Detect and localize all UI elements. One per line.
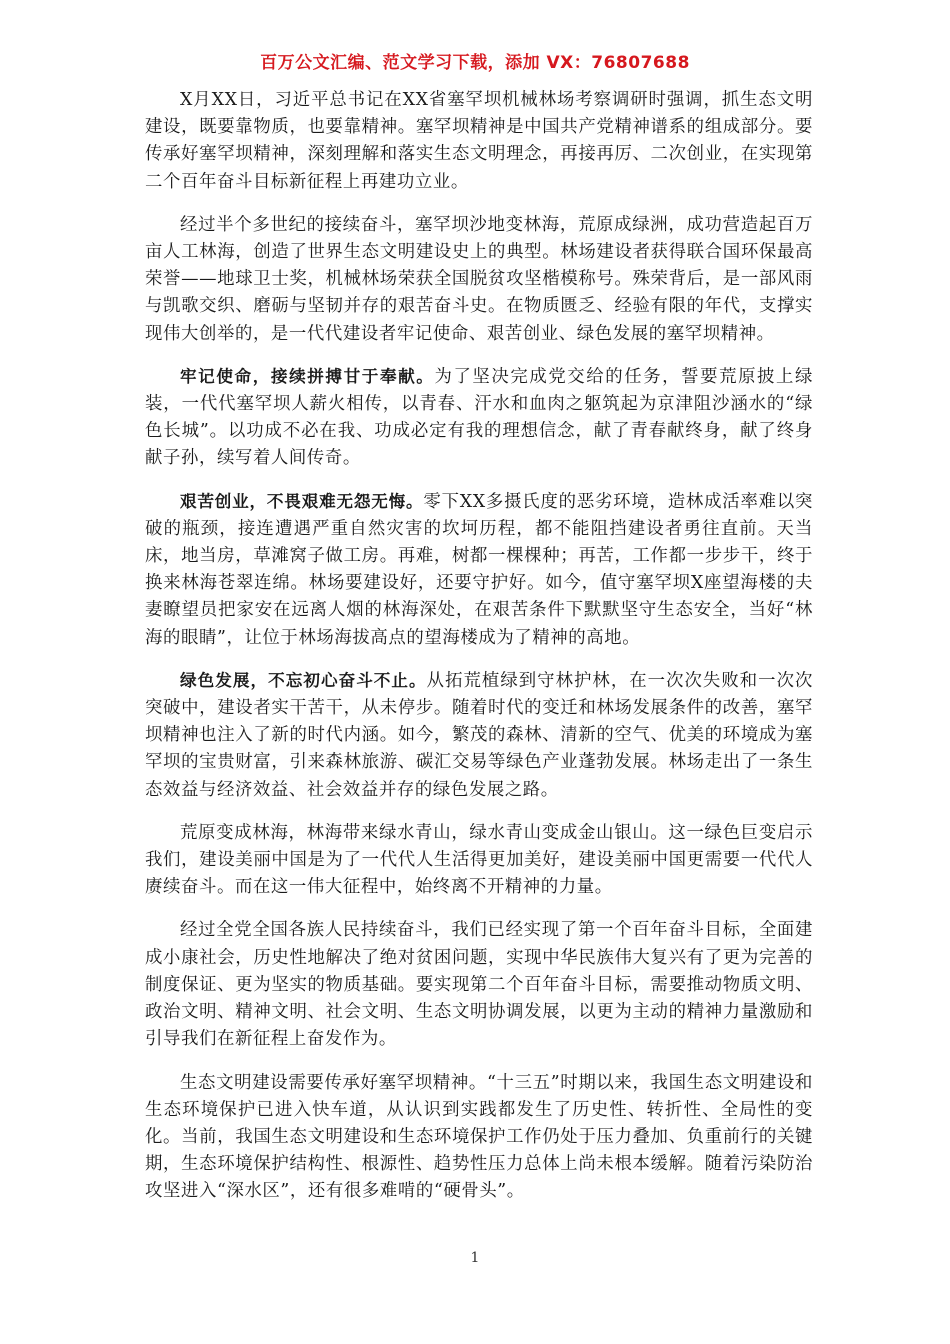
paragraph-text: 经过半个多世纪的接续奋斗，塞罕坝沙地变林海，荒原成绿洲，成功营造起百万亩人工林海，创造了世界生态文明建设史上的典型。林场建设者获得联合国环保最高荣誉——地球卫士奖，机械林场荣获全国脱贫攻坚楷模称号。殊荣背后，是一部风雨与凯歌交织、磨砺与坚韧并存的艰苦奋斗史。在物质匮乏、经验有限的年代，支撑实现伟大创举的，是一代代建设者牢记使命、艰苦创业、绿色发展的塞罕坝精神。 — [145, 214, 813, 344]
document-body — [145, 86, 813, 1221]
paragraph-text: X月XX日，习近平总书记在XX省塞罕坝机械林场考察调研时强调，抓生态文明建设，既要靠物质，也要靠精神。塞罕坝精神是中国共产党精神谱系的组成部分。要传承好塞罕坝精神，深刻理解和落实生态文明理念，再接再厉、二次创业，在实现第二个百年奋斗目标新征程上再建功立业。 — [145, 90, 813, 192]
paragraph-text: 生态文明建设需要传承好塞罕坝精神。“十三五”时期以来，我国生态文明建设和生态环境保护已进入快车道，从认识到实践都发生了历史性、转折性、全局性的变化。当前，我国生态文明建设和生态环境保护工作仍处于压力叠加、负重前行的关键期，生态环境保护结构性、根源性、趋势性压力总体上尚未根本缓解。随着污染防治攻坚进入“深水区”，还有很多难啃的“硬骨头”。 — [145, 1072, 813, 1202]
paragraph-text: 从拓荒植绿到守林护林，在一次次失败和一次次突破中，建设者实干苦干，从未停步。随着时代的变迁和林场发展条件的改善，塞罕坝精神也注入了新的时代内涵。如今，繁茂的森林、清新的空气、优美的环境成为塞罕坝的宝贵财富，引来森林旅游、碳汇交易等绿色产业蓬勃发展。林场走出了一条生态效益与经济效益、社会效益并存的绿色发展之路。 — [145, 670, 813, 800]
paragraph — [145, 819, 813, 902]
paragraph — [145, 916, 813, 1053]
paragraph-text: 经过全党全国各族人民持续奋斗，我们已经实现了第一个百年奋斗目标，全面建成小康社会，历史性地解决了绝对贫困问题，实现中华民族伟大复兴有了更为完善的制度保证、更为坚实的物质基础。要实现第二个百年奋斗目标，需要推动物质文明、政治文明、精神文明、社会文明、生态文明协调发展，以更为主动的精神力量激励和引导我们在新征程上奋发作为。 — [145, 920, 813, 1050]
paragraph-text: 荒原变成林海，林海带来绿水青山，绿水青山变成金山银山。这一绿色巨变启示我们，建设美丽中国是为了一代代人生活得更加美好，建设美丽中国更需要一代代人赓续奋斗。而在这一伟大征程中，始终离不开精神的力量。 — [145, 822, 813, 898]
paragraph-lead: 艰苦创业，不畏艰难无怨无悔。 — [180, 491, 424, 511]
page-number: 1 — [470, 1250, 480, 1266]
paragraph-lead: 绿色发展，不忘初心奋斗不止。 — [180, 670, 427, 690]
paragraph-text: 为了坚决完成党交给的任务，誓要荒原披上绿装，一代代塞罕坝人薪火相传，以青春、汗水和血肉之躯筑起为京津阻沙涵水的“绿色长城”。以功成不必在我、功成必定有我的理想信念，献了青春献终身，献了终身献子孙，续写着人间传奇。 — [145, 366, 813, 469]
paragraph — [145, 363, 813, 473]
paragraph — [145, 1069, 813, 1206]
paragraph — [145, 86, 813, 196]
paragraph-text: 零下XX多摄氏度的恶劣环境，造林成活率难以突破的瓶颈，接连遭遇严重自然灾害的坎坷历程，都不能阻挡建设者勇往直前。天当床，地当房，草滩窝子做工房。再难，树都一棵棵种；再苦，工作都一步步干，终于换来林海苍翠连绵。林场要建设好，还要守护好。如今，值守塞罕坝X座望海楼的夫妻瞭望员把家安在远离人烟的林海深处，在艰苦条件下默默坚守生态安全，当好“林海的眼睛”，让位于林场海拔高点的望海楼成为了精神的高地。 — [145, 491, 813, 648]
paragraph — [145, 488, 813, 652]
watermark-header: 百万公文汇编、范文学习下载，添加 VX：76807688 — [260, 53, 690, 73]
paragraph — [145, 211, 813, 348]
paragraph-lead: 牢记使命，接续拼搏甘于奉献。 — [180, 366, 435, 386]
paragraph — [145, 667, 813, 804]
